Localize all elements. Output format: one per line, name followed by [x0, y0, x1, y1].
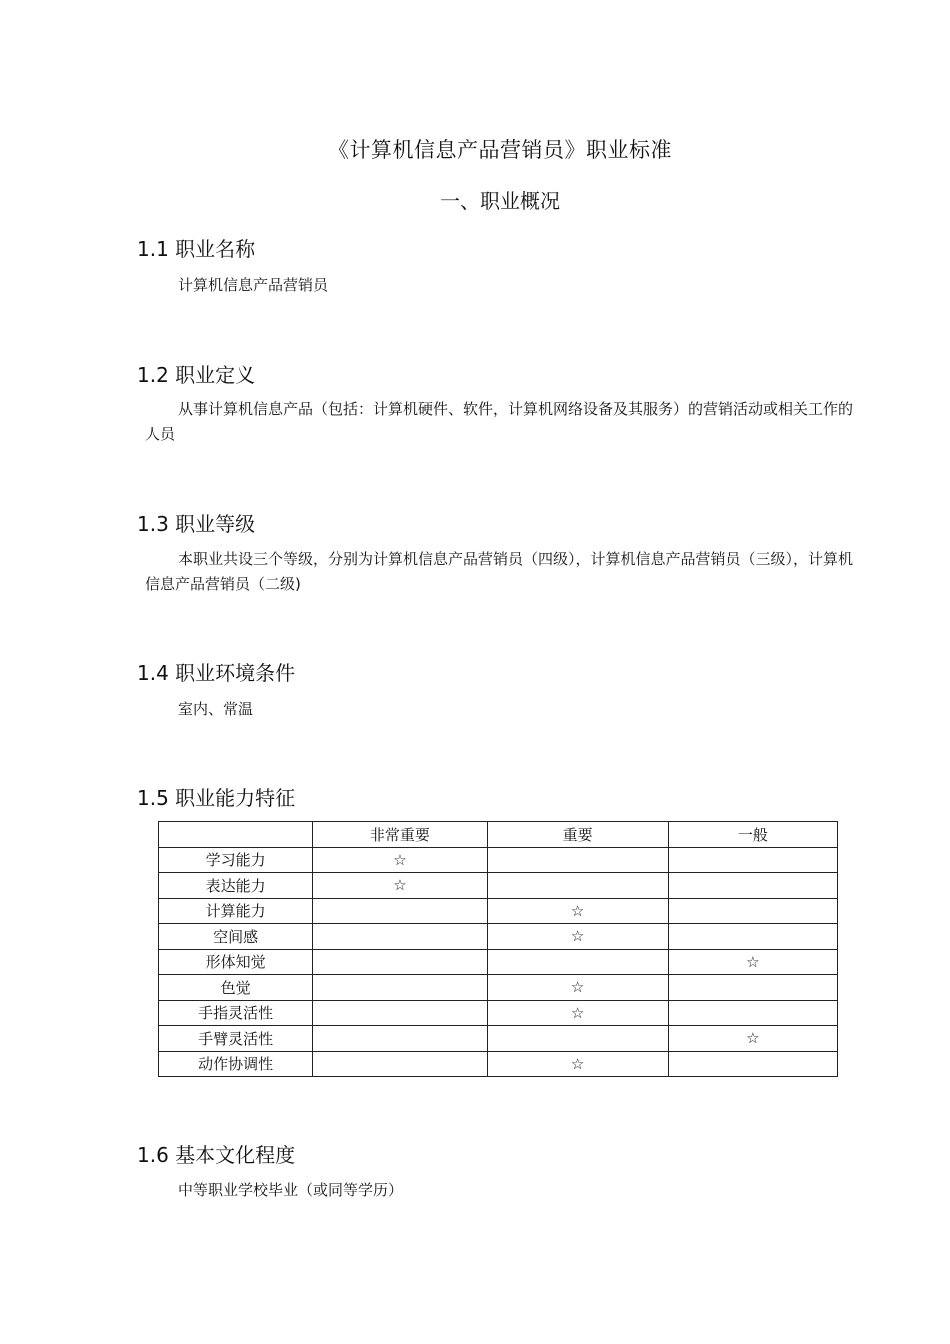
section-body-occupation-definition: 从事计算机信息产品（包括：计算机硬件、软件，计算机网络设备及其服务）的营销活动或相关工作的人员	[145, 400, 854, 443]
table-row	[159, 975, 838, 1001]
chapter-title: 一、职业概况	[440, 189, 560, 213]
general-cell	[668, 847, 837, 873]
table-header-cell: 一般	[668, 822, 837, 848]
important-cell	[487, 1026, 668, 1052]
important-cell: ☆	[487, 1051, 668, 1077]
section-body-occupation-name: 计算机信息产品营销员	[178, 276, 329, 294]
important-cell	[487, 949, 668, 975]
important-cell: ☆	[487, 924, 668, 950]
ability-name-cell: 计算能力	[159, 898, 313, 924]
very-important-cell	[313, 924, 487, 950]
general-cell	[668, 924, 837, 950]
table-row	[159, 949, 838, 975]
ability-traits-table	[158, 821, 838, 1077]
important-cell: ☆	[487, 975, 668, 1001]
document-title: 《计算机信息产品营销员》职业标准	[328, 138, 672, 162]
general-cell: ☆	[668, 949, 837, 975]
general-cell: ☆	[668, 1026, 837, 1052]
section-heading-occupation-levels: 1.3 职业等级	[137, 512, 256, 536]
general-cell	[668, 1051, 837, 1077]
table-row	[159, 873, 838, 899]
general-cell	[668, 898, 837, 924]
table-row	[159, 1000, 838, 1026]
important-cell	[487, 873, 668, 899]
important-cell: ☆	[487, 1000, 668, 1026]
table-row	[159, 1051, 838, 1077]
ability-name-cell: 色觉	[159, 975, 313, 1001]
section-heading-occupation-name: 1.1 职业名称	[137, 237, 256, 261]
general-cell	[668, 975, 837, 1001]
general-cell	[668, 873, 837, 899]
table-header-cell	[159, 822, 313, 848]
very-important-cell	[313, 1051, 487, 1077]
section-heading-education-level: 1.6 基本文化程度	[137, 1143, 296, 1167]
table-header-cell: 重要	[487, 822, 668, 848]
table-row	[159, 898, 838, 924]
very-important-cell: ☆	[313, 873, 487, 899]
very-important-cell: ☆	[313, 847, 487, 873]
important-cell: ☆	[487, 898, 668, 924]
very-important-cell	[313, 949, 487, 975]
section-body-occupation-levels: 本职业共设三个等级，分别为计算机信息产品营销员（四级），计算机信息产品营销员（三级），计算机信息产品营销员（二级)	[145, 550, 854, 593]
important-cell	[487, 847, 668, 873]
general-cell	[668, 1000, 837, 1026]
section-heading-ability-traits: 1.5 职业能力特征	[137, 786, 296, 810]
very-important-cell	[313, 1026, 487, 1052]
ability-name-cell: 手臂灵活性	[159, 1026, 313, 1052]
very-important-cell	[313, 898, 487, 924]
table-row	[159, 1026, 838, 1052]
section-heading-occupation-definition: 1.2 职业定义	[137, 363, 256, 387]
ability-name-cell: 表达能力	[159, 873, 313, 899]
section-body-education-level: 中等职业学校毕业（或同等学历）	[178, 1181, 404, 1199]
ability-name-cell: 形体知觉	[159, 949, 313, 975]
table-row	[159, 847, 838, 873]
very-important-cell	[313, 975, 487, 1001]
section-body-work-environment: 室内、常温	[178, 700, 254, 718]
ability-name-cell: 空间感	[159, 924, 313, 950]
ability-name-cell: 动作协调性	[159, 1051, 313, 1077]
table-header-row	[159, 822, 838, 848]
ability-name-cell: 手指灵活性	[159, 1000, 313, 1026]
table-row	[159, 924, 838, 950]
table-header-cell: 非常重要	[313, 822, 487, 848]
section-heading-work-environment: 1.4 职业环境条件	[137, 661, 296, 685]
ability-name-cell: 学习能力	[159, 847, 313, 873]
very-important-cell	[313, 1000, 487, 1026]
